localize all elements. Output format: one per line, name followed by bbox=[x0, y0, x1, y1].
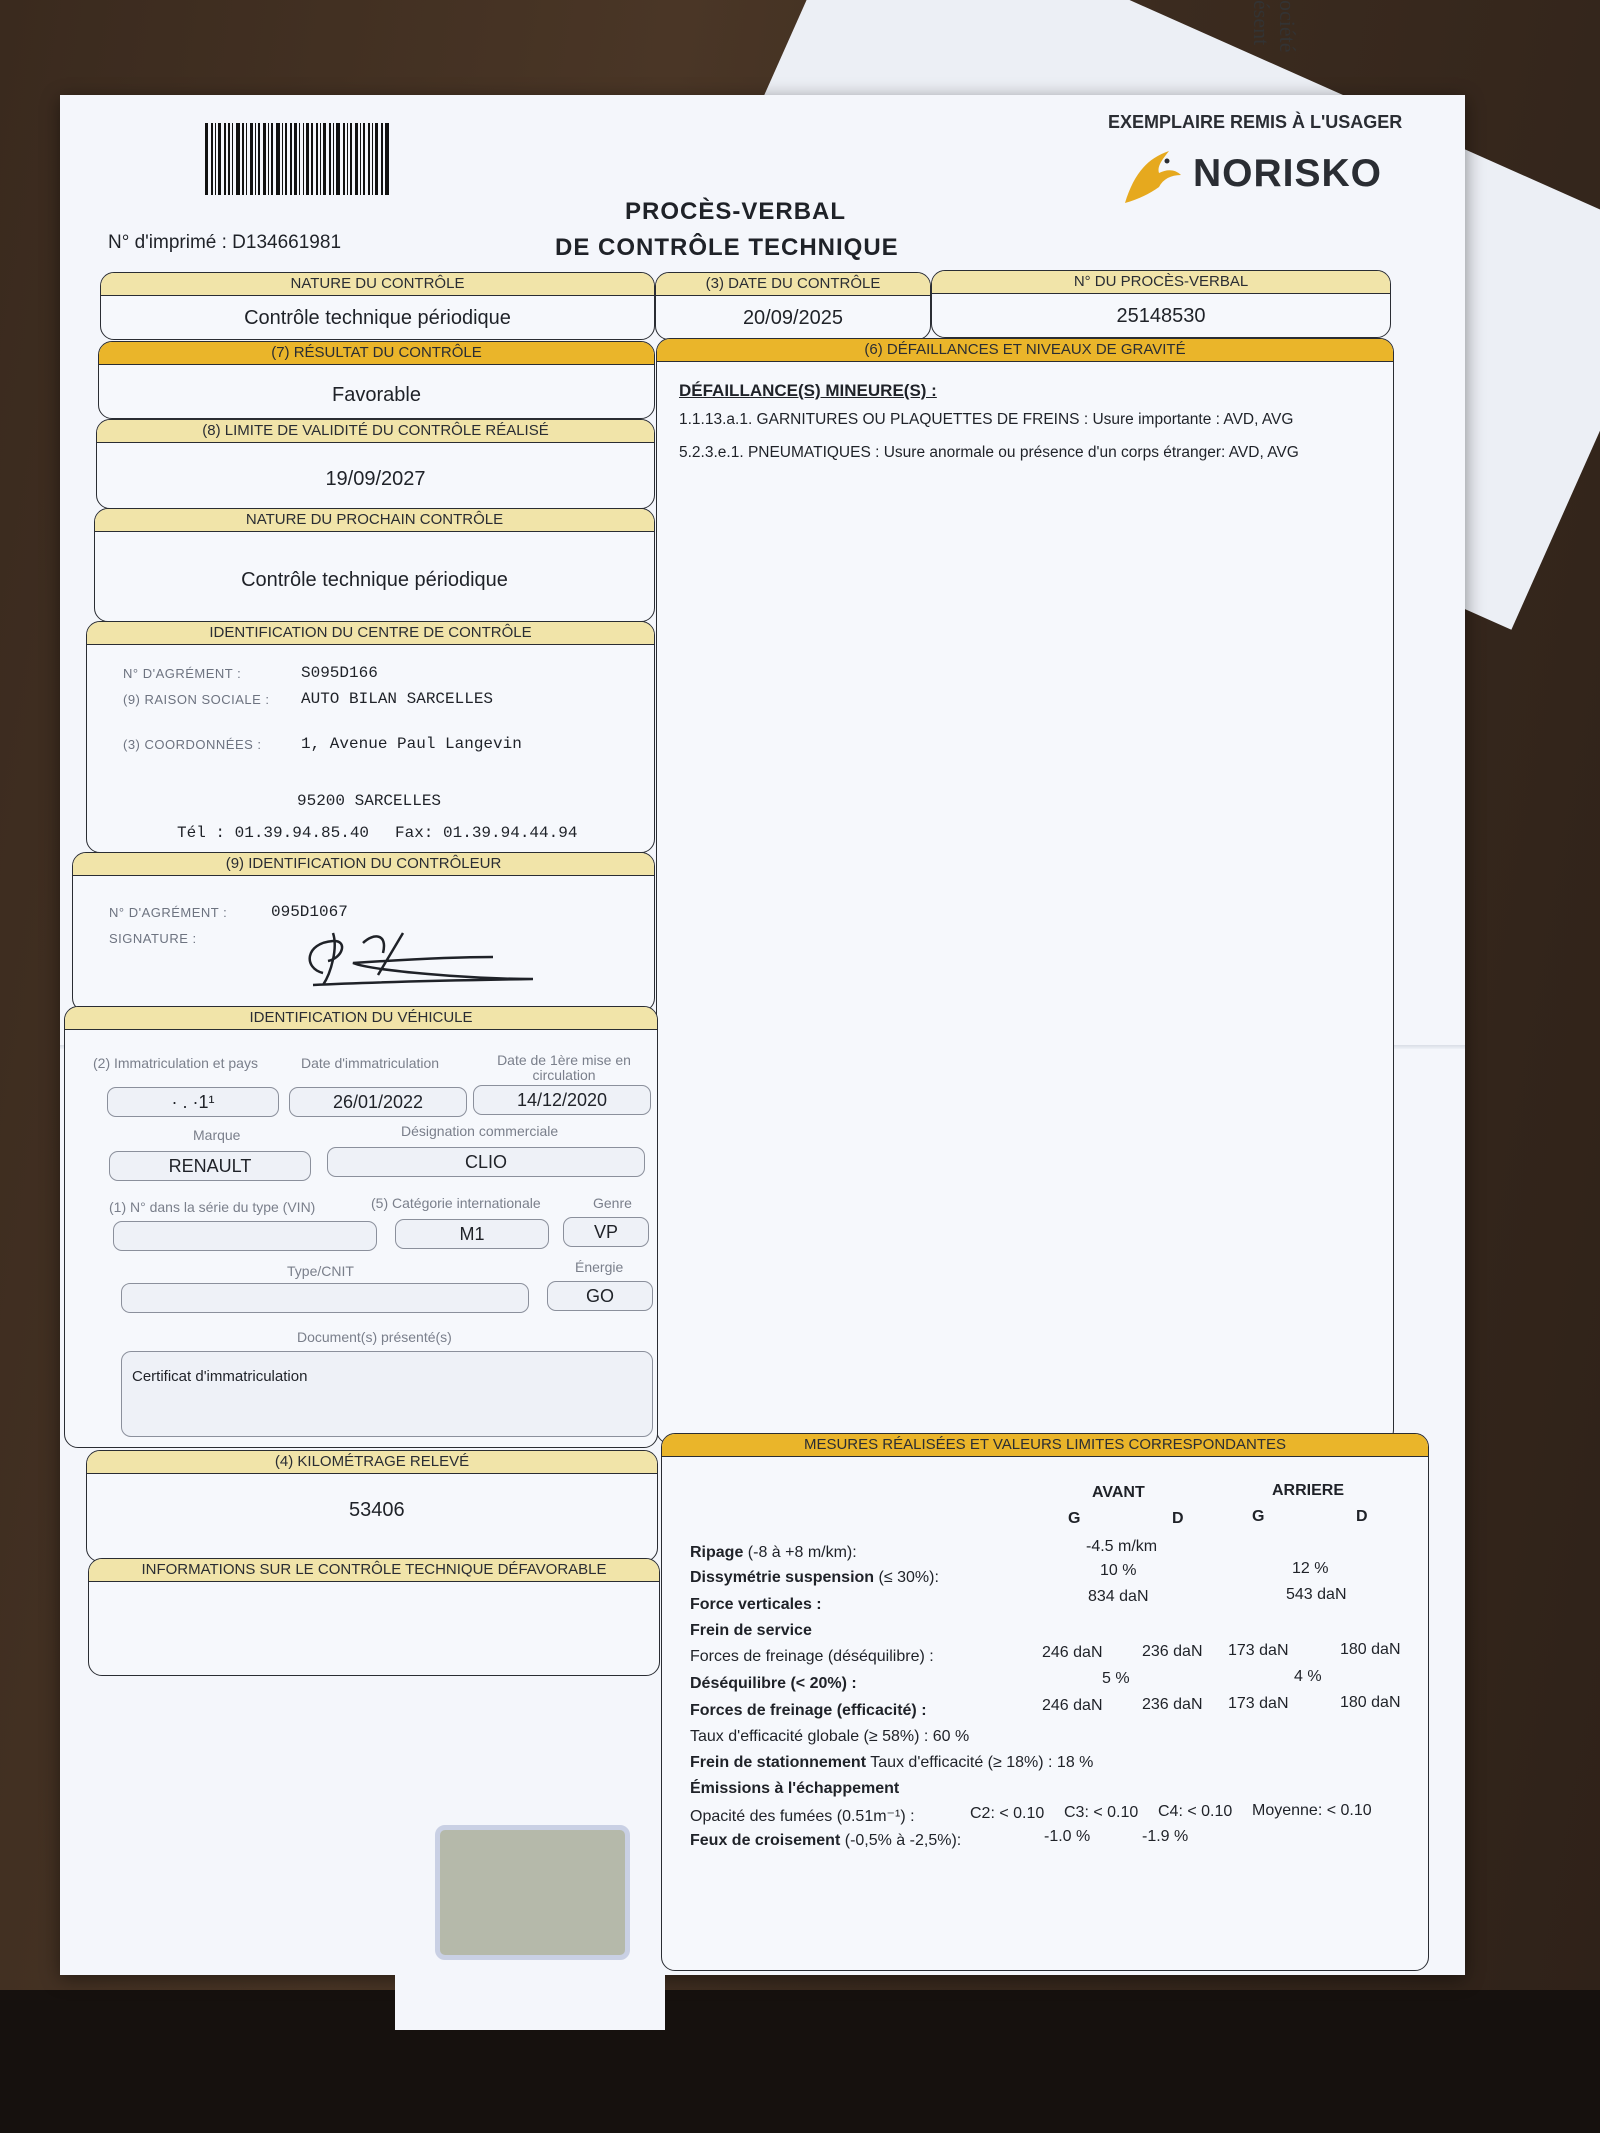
barcode-bar bbox=[290, 123, 292, 195]
mileage-box bbox=[86, 1450, 658, 1562]
barcode-bar bbox=[350, 123, 352, 195]
parking-brake-row: Frein de stationnement Taux d'efficacité (≥ 18%) : 18 % bbox=[690, 1754, 1094, 1771]
brake-force-value: 246 daN bbox=[1042, 1697, 1103, 1714]
result-label: (7) RÉSULTAT DU CONTRÔLE bbox=[99, 342, 654, 365]
documents-label: Document(s) présenté(s) bbox=[297, 1329, 452, 1345]
ripage-value: -4.5 m/km bbox=[1086, 1538, 1158, 1555]
inspection-centre-box bbox=[86, 621, 655, 853]
barcode-bar bbox=[276, 123, 280, 195]
dipped-beam-row: Feux de croisement (-0,5% à -2,5%): bbox=[690, 1832, 962, 1849]
centre-agrement-label: N° D'AGRÉMENT : bbox=[123, 666, 242, 681]
rear-axle-header: ARRIERE bbox=[1272, 1482, 1345, 1499]
dissymmetry-rear: 12 % bbox=[1292, 1560, 1329, 1577]
report-number-label: N° DU PROCÈS-VERBAL bbox=[932, 271, 1390, 294]
barcode-bar bbox=[306, 123, 309, 195]
barcode-bar bbox=[228, 123, 230, 195]
centre-fax: Fax: 01.39.94.44.94 bbox=[395, 824, 578, 842]
rear-right-header: D bbox=[1356, 1508, 1368, 1525]
centre-agrement-value: S095D166 bbox=[301, 664, 378, 682]
defects-heading: DÉFAILLANCE(S) MINEURE(S) : bbox=[679, 381, 937, 400]
background-sheet-text: ociété ésent bbox=[1249, 0, 1300, 53]
address-line: 1, Avenue Paul Langevin bbox=[301, 735, 522, 753]
barcode-bar bbox=[211, 123, 213, 195]
centre-phone: Tél : 01.39.94.85.40 bbox=[177, 824, 370, 842]
barcode-bar bbox=[285, 123, 287, 195]
type-field bbox=[121, 1283, 529, 1313]
barcode-bar bbox=[242, 123, 244, 195]
barcode-bar bbox=[343, 123, 345, 195]
next-control-label: NATURE DU PROCHAIN CONTRÔLE bbox=[95, 509, 654, 532]
vin-field bbox=[113, 1221, 377, 1251]
vertical-force-front: 834 daN bbox=[1088, 1588, 1149, 1605]
barcode-bar bbox=[246, 123, 247, 195]
control-type-label: NATURE DU CONTRÔLE bbox=[101, 273, 654, 296]
barcode-bar bbox=[258, 123, 260, 195]
brake-force-value: 236 daN bbox=[1142, 1696, 1203, 1713]
unfavourable-info-label: INFORMATIONS SUR LE CONTRÔLE TECHNIQUE DÉFAVORABLE bbox=[89, 1559, 659, 1582]
copy-label: EXEMPLAIRE REMIS À L'USAGER bbox=[1108, 112, 1403, 132]
service-brake-label: Frein de service bbox=[690, 1622, 812, 1639]
barcode-bar bbox=[333, 123, 334, 195]
barcode-bar bbox=[224, 123, 226, 195]
type-label: Type/CNIT bbox=[287, 1263, 354, 1279]
imbalance-rear: 4 % bbox=[1294, 1668, 1322, 1685]
next-control-value: Contrôle technique périodique bbox=[241, 569, 508, 591]
address-label: (3) COORDONNÉES : bbox=[123, 737, 262, 752]
control-date-box bbox=[655, 272, 931, 340]
barcode-bar bbox=[294, 123, 297, 195]
defect-item: 5.2.3.e.1. PNEUMATIQUES : Usure anormale ou présence d'un corps étranger: AVD, AVG bbox=[679, 444, 1299, 461]
page-subtitle: DE CONTRÔLE TECHNIQUE bbox=[555, 234, 899, 261]
validity-box bbox=[96, 419, 655, 509]
mileage-label: (4) KILOMÉTRAGE RELEVÉ bbox=[87, 1451, 657, 1474]
vignette-window bbox=[435, 1825, 630, 1960]
barcode-bar bbox=[323, 123, 326, 195]
energy-label: Énergie bbox=[575, 1259, 624, 1275]
defects-box bbox=[656, 338, 1394, 1444]
signature-label: SIGNATURE : bbox=[109, 931, 197, 946]
barcode-bar bbox=[375, 123, 378, 195]
documents-field bbox=[121, 1351, 653, 1437]
dipped-beam-left: -1.0 % bbox=[1044, 1828, 1091, 1845]
barcode-bar bbox=[316, 123, 318, 195]
emissions-label: Émissions à l'échappement bbox=[690, 1780, 900, 1797]
report-number-value: 25148530 bbox=[1116, 305, 1206, 327]
first-registration-field: 14/12/2020 bbox=[473, 1085, 651, 1115]
defect-item: 1.1.13.a.1. GARNITURES OU PLAQUETTES DE FREINS : Usure importante : AVD, AVG bbox=[679, 411, 1294, 428]
first-registration-label: Date de 1ère mise en circulation bbox=[497, 1052, 631, 1083]
opacity-c2: C2: < 0.10 bbox=[970, 1805, 1045, 1822]
barcode-bar bbox=[205, 123, 208, 195]
result-value: Favorable bbox=[332, 384, 421, 406]
brake-force-value: 173 daN bbox=[1228, 1642, 1289, 1659]
inspector-box bbox=[72, 852, 655, 1012]
inspector-signature bbox=[293, 913, 573, 993]
inspector-agrement-label: N° D'AGRÉMENT : bbox=[109, 905, 228, 920]
opacity-c3: C3: < 0.10 bbox=[1064, 1804, 1139, 1821]
control-date-label: (3) DATE DU CONTRÔLE bbox=[656, 273, 930, 296]
dissymmetry-front: 10 % bbox=[1100, 1562, 1137, 1579]
company-name-value: AUTO BILAN SARCELLES bbox=[301, 690, 494, 708]
validity-value: 19/09/2027 bbox=[325, 468, 426, 490]
barcode-bar bbox=[303, 123, 304, 195]
next-control-box bbox=[94, 508, 655, 622]
barcode-bar bbox=[363, 123, 365, 195]
genre-label: Genre bbox=[593, 1195, 632, 1211]
brake-force-value: 180 daN bbox=[1340, 1641, 1401, 1658]
measurements-box bbox=[661, 1433, 1429, 1971]
barcode-bar bbox=[385, 123, 389, 195]
barcode-bar bbox=[311, 123, 313, 195]
barcode-bar bbox=[381, 123, 383, 195]
barcode-bar bbox=[320, 123, 321, 195]
front-axle-header: AVANT bbox=[1092, 1484, 1145, 1501]
imbalance-label: Déséquilibre (< 20%) : bbox=[690, 1675, 857, 1692]
make-label: Marque bbox=[193, 1127, 241, 1143]
barcode-bar bbox=[271, 123, 273, 195]
control-type-value: Contrôle technique périodique bbox=[244, 307, 511, 329]
genre-field: VP bbox=[563, 1217, 649, 1247]
table-shadow bbox=[0, 1990, 1600, 2133]
inspector-label: (9) IDENTIFICATION DU CONTRÔLEUR bbox=[73, 853, 654, 876]
inspection-centre-label: IDENTIFICATION DU CENTRE DE CONTRÔLE bbox=[87, 622, 654, 645]
global-efficiency: Taux d'efficacité globale (≥ 58%) : 60 % bbox=[690, 1728, 970, 1745]
registration-date-label: Date d'immatriculation bbox=[301, 1055, 440, 1071]
unfavourable-info-box bbox=[88, 1558, 660, 1676]
measurements-label: MESURES RÉALISÉES ET VALEURS LIMITES CORRESPONDANTES bbox=[662, 1434, 1428, 1457]
control-type-box bbox=[100, 272, 655, 340]
ripage-row: Ripage (-8 à +8 m/km): bbox=[690, 1544, 857, 1561]
barcode-bar bbox=[282, 123, 283, 195]
brake-force-value: 246 daN bbox=[1042, 1644, 1103, 1661]
barcode-bar bbox=[236, 123, 240, 195]
barcode-bar bbox=[360, 123, 361, 195]
barcode-bar bbox=[299, 123, 300, 195]
report-number-box bbox=[931, 270, 1391, 338]
brake-force-value: 236 daN bbox=[1142, 1643, 1203, 1660]
rear-left-header: G bbox=[1252, 1508, 1265, 1525]
barcode-bar bbox=[263, 123, 266, 195]
barcode-bar bbox=[368, 123, 370, 195]
inspector-agrement-value: 095D1067 bbox=[271, 903, 348, 921]
vin-label: (1) N° dans la série du type (VIN) bbox=[109, 1199, 316, 1215]
mileage-value: 53406 bbox=[349, 1499, 405, 1521]
company-name-label: (9) RAISON SOCIALE : bbox=[123, 692, 270, 707]
registration-field: · . ·1¹ bbox=[107, 1087, 279, 1117]
category-field: M1 bbox=[395, 1219, 549, 1249]
category-label: (5) Catégorie internationale bbox=[371, 1195, 541, 1211]
address-city: 95200 SARCELLES bbox=[297, 792, 442, 810]
model-label: Désignation commerciale bbox=[401, 1123, 559, 1139]
control-date-value: 20/09/2025 bbox=[742, 307, 844, 329]
barcode-bar bbox=[250, 123, 253, 195]
brake-forces-imbalance-label: Forces de freinage (déséquilibre) : bbox=[690, 1648, 934, 1665]
dipped-beam-right: -1.9 % bbox=[1142, 1828, 1189, 1845]
brake-force-value: 180 daN bbox=[1340, 1694, 1401, 1711]
barcode-bar bbox=[268, 123, 269, 195]
brake-forces-efficiency-label: Forces de freinage (efficacité) : bbox=[690, 1702, 927, 1719]
dissymmetry-row: Dissymétrie suspension (≤ 30%): bbox=[690, 1569, 939, 1586]
registration-date-field: 26/01/2022 bbox=[289, 1087, 467, 1117]
barcode-bar bbox=[372, 123, 373, 195]
opacity-average: Moyenne: < 0.10 bbox=[1252, 1802, 1372, 1819]
imbalance-front: 5 % bbox=[1102, 1670, 1130, 1687]
result-box bbox=[98, 341, 655, 419]
barcode-bar bbox=[329, 123, 331, 195]
vehicle-label: IDENTIFICATION DU VÉHICULE bbox=[65, 1007, 657, 1030]
front-right-header: D bbox=[1172, 1510, 1184, 1527]
barcode-bar bbox=[336, 123, 340, 195]
brake-force-value: 173 daN bbox=[1228, 1695, 1289, 1712]
barcode bbox=[205, 123, 480, 195]
vertical-force-label: Force verticales : bbox=[690, 1596, 822, 1613]
barcode-bar bbox=[215, 123, 216, 195]
barcode-bar bbox=[232, 123, 233, 195]
registration-label: (2) Immatriculation et pays bbox=[93, 1055, 258, 1071]
validity-label: (8) LIMITE DE VALIDITÉ DU CONTRÔLE RÉALISÉ bbox=[97, 420, 654, 443]
front-left-header: G bbox=[1068, 1510, 1081, 1527]
barcode-bar bbox=[355, 123, 358, 195]
model-field: CLIO bbox=[327, 1147, 645, 1177]
vehicle-box bbox=[64, 1006, 658, 1448]
page-title: PROCÈS-VERBAL bbox=[625, 198, 847, 225]
defects-label: (6) DÉFAILLANCES ET NIVEAUX DE GRAVITÉ bbox=[657, 339, 1393, 362]
print-number: N° d'imprimé : D134661981 bbox=[108, 232, 342, 253]
documents-value: Certificat d'immatriculation bbox=[132, 1368, 308, 1385]
barcode-bar bbox=[347, 123, 348, 195]
brand-name: NORISKO bbox=[1193, 152, 1383, 195]
energy-field: GO bbox=[547, 1281, 653, 1311]
opacity-c4: C4: < 0.10 bbox=[1158, 1803, 1233, 1820]
barcode-bar bbox=[255, 123, 256, 195]
smoke-opacity-label: Opacité des fumées (0.51m⁻¹) : bbox=[690, 1808, 915, 1825]
vertical-force-rear: 543 daN bbox=[1286, 1586, 1347, 1603]
barcode-bar bbox=[218, 123, 221, 195]
make-field: RENAULT bbox=[109, 1151, 311, 1181]
